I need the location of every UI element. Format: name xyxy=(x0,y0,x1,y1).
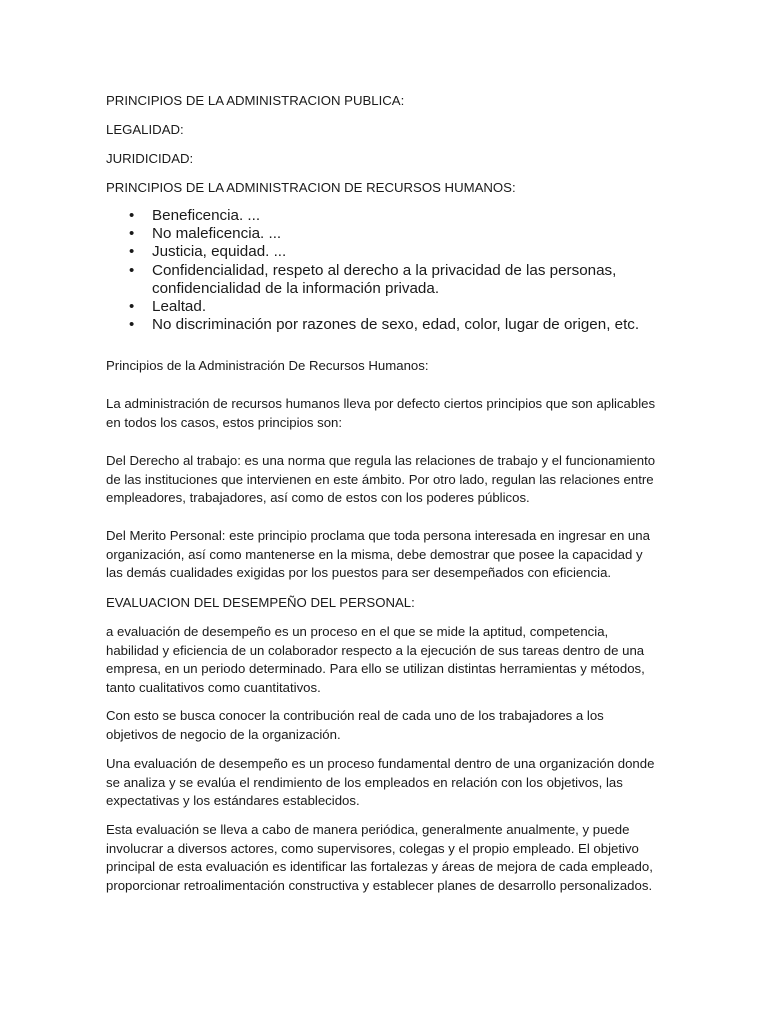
evaluacion-paragraph-1: a evaluación de desempeño es un proceso en el que se mide la aptitud, competencia, habilidad y eficiencia de un colaborador respecto a la ejecución de sus tareas dentro de una empresa, en un periodo determinado. Para ello se utilizan distintas herramientas y métodos, tanto cualitativos como cuantitativos. xyxy=(106,624,645,695)
list-item: • Lealtad. xyxy=(106,298,666,316)
heading-evaluacion: EVALUACION DEL DESEMPEÑO DEL PERSONAL: xyxy=(106,595,415,610)
heading-admin-publica: PRINCIPIOS DE LA ADMINISTRACION PUBLICA: xyxy=(106,93,405,108)
subheading-rrhh: Principios de la Administración De Recursos Humanos: xyxy=(106,358,429,373)
evaluacion-paragraph-2: Con esto se busca conocer la contribución real de cada uno de los trabajadores a los objetivos de negocio de la organización. xyxy=(106,708,604,742)
list-item: • No maleficencia. ... xyxy=(106,225,666,243)
list-item: • Justicia, equidad. ... xyxy=(106,243,666,261)
heading-legalidad: LEGALIDAD: xyxy=(106,122,184,137)
list-item: • Beneficencia. ... xyxy=(106,207,666,225)
principles-list xyxy=(106,207,666,334)
heading-juridicidad: JURIDICIDAD: xyxy=(106,151,194,166)
evaluacion-paragraph-4: Esta evaluación se lleva a cabo de manera periódica, generalmente anualmente, y puede involucrar a diversos actores, como supervisores, colegas y el propio empleado. El objetivo principal de esta evaluación es identificar las fortalezas y áreas de mejora de cada empleado, proporcionar retroalimentación constructiva y establecer planes de desarrollo personalizados. xyxy=(106,822,653,893)
intro-paragraph: La administración de recursos humanos lleva por defecto ciertos principios que son aplicables en todos los casos, estos principios son: xyxy=(106,396,656,430)
evaluacion-paragraph-3: Una evaluación de desempeño es un proceso fundamental dentro de una organización donde se analiza y se evalúa el rendimiento de los empleados en relación con los objetivos, las expectativas y los estándares establecidos. xyxy=(106,756,655,809)
list-item: • Confidencialidad, respeto al derecho a la privacidad de las personas, confidencialidad de la información privada. xyxy=(106,262,666,298)
derecho-trabajo-paragraph: Del Derecho al trabajo: es una norma que regula las relaciones de trabajo y el funcionamiento de las instituciones que intervienen en este ámbito. Por otro lado, regulan las relaciones entre empleadores, trabajadores, así como de estos con los poderes públicos. xyxy=(106,453,656,506)
heading-rrhh: PRINCIPIOS DE LA ADMINISTRACION DE RECURSOS HUMANOS: xyxy=(106,180,516,195)
list-item: • No discriminación por razones de sexo, edad, color, lugar de origen, etc. xyxy=(106,316,666,334)
merito-paragraph: Del Merito Personal: este principio proclama que toda persona interesada en ingresar en una organización, así como mantenerse en la misma, debe demostrar que posee la capacidad y las demás cualidades exigidas por los puestos para ser desempeñados con eficiencia. xyxy=(106,528,650,581)
